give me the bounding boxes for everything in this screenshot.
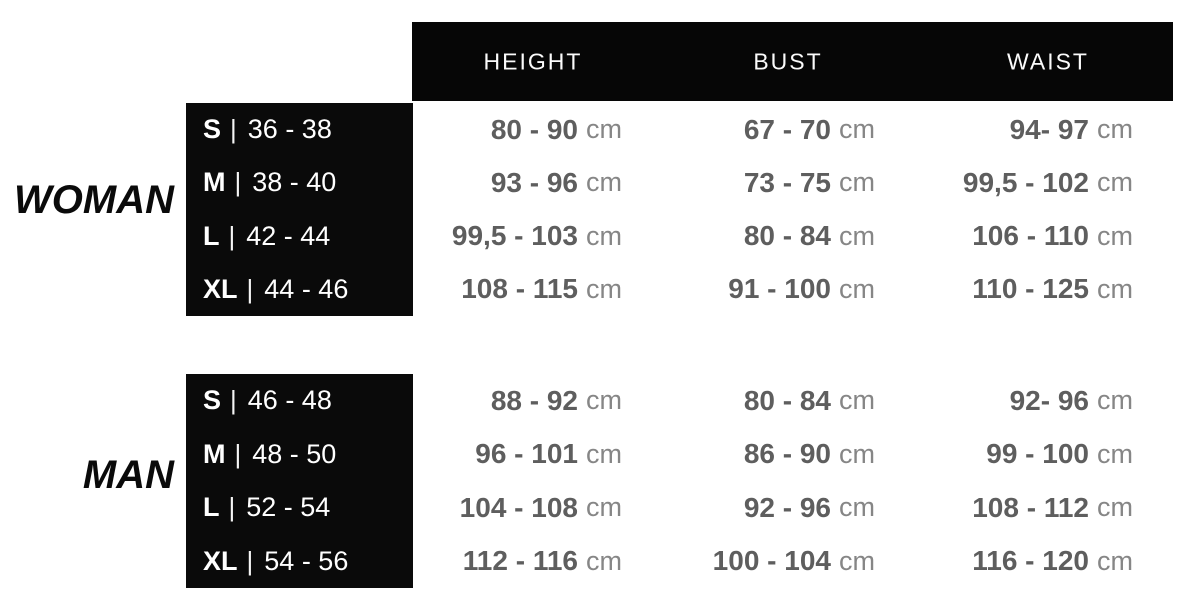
cell-man-l-waist [875,481,1133,535]
size-separator: | [246,273,254,304]
size-row-man-l [186,481,413,535]
unit-label: cm [839,114,875,145]
unit-label: cm [586,114,622,145]
size-range: 42 - 44 [246,220,331,251]
size-row-man-xl [186,535,413,589]
size-range: 54 - 56 [264,545,349,576]
unit-label: cm [1097,492,1133,523]
size-row-woman-xl [186,263,413,316]
cell-man-l-height [413,481,622,535]
section-label-man: MAN [82,453,174,497]
unit-label: cm [839,167,875,198]
size-range: 44 - 46 [264,273,349,304]
measurement-value: 99 - 100 [986,438,1089,470]
size-range: 38 - 40 [252,167,337,198]
unit-label: cm [839,273,875,304]
cell-woman-s-bust [622,103,875,156]
measurement-value: 86 - 90 [743,438,831,470]
cell-woman-l-bust [622,210,875,263]
measurement-value: 73 - 75 [743,166,831,198]
measurements-woman [413,103,1133,316]
measurement-value: 67 - 70 [743,113,831,145]
measurement-value: 80 - 84 [743,384,831,416]
size-range: 36 - 38 [247,114,332,145]
unit-label: cm [586,545,622,576]
unit-label: cm [586,492,622,523]
size-separator: | [246,545,254,576]
measurement-value: 100 - 104 [712,545,831,577]
cell-woman-xl-bust [622,263,875,316]
size-range: 46 - 48 [247,385,332,416]
size-letter: M [203,167,226,198]
column-header-bust: BUST [753,48,823,74]
cell-man-s-waist [875,374,1133,428]
measurement-value: 108 - 112 [972,491,1089,523]
size-separator: | [230,114,237,145]
column-header-waist: WAIST [1007,48,1089,74]
size-separator: | [234,438,242,469]
size-letter: L [203,220,220,251]
unit-label: cm [586,273,622,304]
unit-label: cm [1097,385,1133,416]
cell-man-m-height [413,428,622,482]
measurement-value: 94- 97 [1009,113,1089,145]
size-box-man [186,374,413,588]
measurement-value: 92- 96 [1009,384,1089,416]
measurement-value: 96 - 101 [475,438,578,470]
measurement-value: 88 - 92 [490,384,578,416]
size-separator: | [230,385,237,416]
measurement-value: 80 - 84 [743,220,831,252]
unit-label: cm [839,220,875,251]
measurement-value: 93 - 96 [490,166,578,198]
measurement-value: 106 - 110 [972,220,1089,252]
unit-label: cm [586,220,622,251]
size-row-man-s [186,374,413,428]
cell-woman-s-height [413,103,622,156]
size-separator: | [228,220,236,251]
measurement-value: 108 - 115 [461,273,578,305]
size-row-woman-s [186,103,413,156]
measurement-value: 92 - 96 [743,491,831,523]
measurement-value: 110 - 125 [972,273,1089,305]
measurement-value: 116 - 120 [972,545,1089,577]
cell-woman-l-height [413,210,622,263]
measurement-value: 91 - 100 [728,273,831,305]
size-letter: S [203,385,222,416]
measurement-value: 80 - 90 [490,113,578,145]
unit-label: cm [839,438,875,469]
size-separator: | [228,492,236,523]
cell-woman-xl-height [413,263,622,316]
cell-woman-m-waist [875,156,1133,209]
size-letter: XL [203,545,238,576]
size-letter: XL [203,273,238,304]
unit-label: cm [586,385,622,416]
table-header-bar [412,22,1173,101]
unit-label: cm [586,438,622,469]
size-row-man-m [186,428,413,482]
measurement-value: 104 - 108 [459,491,578,523]
measurement-value: 99,5 - 102 [962,166,1089,198]
cell-man-s-bust [622,374,875,428]
unit-label: cm [839,385,875,416]
cell-man-xl-height [413,535,622,589]
cell-woman-m-height [413,156,622,209]
cell-woman-l-waist [875,210,1133,263]
cell-woman-xl-waist [875,263,1133,316]
size-letter: S [203,114,222,145]
unit-label: cm [1097,273,1133,304]
unit-label: cm [839,545,875,576]
cell-man-xl-bust [622,535,875,589]
measurements-man [413,374,1133,588]
cell-woman-s-waist [875,103,1133,156]
column-header-height: HEIGHT [483,48,583,74]
measurement-value: 99,5 - 103 [451,220,578,252]
unit-label: cm [1097,438,1133,469]
measurement-value: 112 - 116 [462,545,578,577]
cell-man-xl-waist [875,535,1133,589]
size-row-woman-l [186,210,413,263]
unit-label: cm [839,492,875,523]
unit-label: cm [1097,167,1133,198]
cell-man-s-height [413,374,622,428]
cell-man-l-bust [622,481,875,535]
unit-label: cm [586,167,622,198]
unit-label: cm [1097,220,1133,251]
size-range: 52 - 54 [246,492,331,523]
cell-man-m-bust [622,428,875,482]
size-letter: L [203,492,220,523]
section-label-woman: WOMAN [14,178,174,222]
size-row-woman-m [186,156,413,209]
cell-woman-m-bust [622,156,875,209]
size-separator: | [234,167,242,198]
cell-man-m-waist [875,428,1133,482]
unit-label: cm [1097,545,1133,576]
size-range: 48 - 50 [252,438,337,469]
size-box-woman [186,103,413,316]
unit-label: cm [1097,114,1133,145]
size-letter: M [203,438,226,469]
